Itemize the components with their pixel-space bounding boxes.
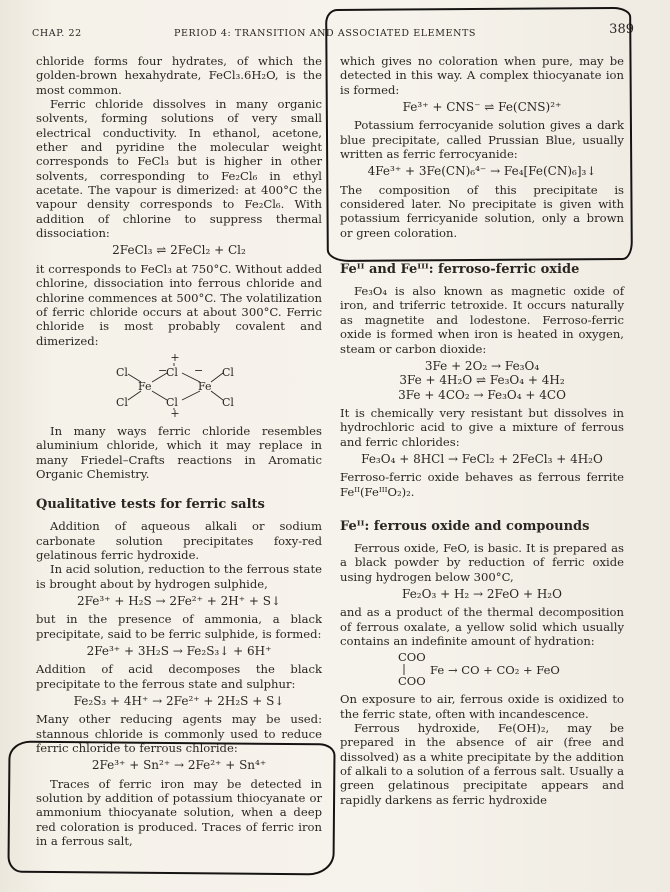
section-heading: Feᴵᴵ: ferrous oxide and compounds <box>340 518 590 534</box>
structure-plus-top: + <box>170 351 180 364</box>
section-heading: Feᴵᴵ and Feᴵᴵᴵ: ferroso-ferric oxide <box>340 262 580 278</box>
left-column <box>36 54 322 848</box>
paragraph: it corresponds to FeCl₃ at 750°C. Without added chlorine, dissociation into ferrous chloride and chlorine commences at 500°C. The volatilization of ferric chloride occurs at about 300°C. Ferric chloride is most probably covalent and dimerized: <box>36 261 322 348</box>
equation: Fe₃O₄ + 8HCl → FeCl₂ + 2FeCl₃ + 4H₂O <box>361 451 603 466</box>
paragraph: The composition of this precipitate is considered later. No precipitate is given with potassium ferricyanide solution, only a brown or green coloration. <box>340 182 624 240</box>
equation: 3Fe + 2O₂ → Fe₃O₄ <box>424 358 540 373</box>
structure-minus: − <box>158 363 168 377</box>
equation: Fe³⁺ + CNS⁻ ⇌ Fe(CNS)²⁺ <box>402 100 562 115</box>
section-heading: Qualitative tests for ferric salts <box>36 497 265 513</box>
paragraph: Addition of aqueous alkali or sodium carbonate solution precipitates foxy-red gelatinous ferric hydroxide. <box>36 519 322 562</box>
structure-fe-atom: Fe <box>138 379 152 393</box>
equation: Fe₂S₃ + 4H⁺ → 2Fe²⁺ + 2H₂S + S↓ <box>73 694 285 709</box>
paragraph: Many other reducing agents may be used: stannous chloride is commonly used to reduce ferric chloride to ferrous chloride: <box>36 712 322 756</box>
chapter-label: CHAP. 22 <box>32 28 82 39</box>
paragraph: but in the presence of ammonia, a black precipitate, said to be ferric sulphide, is formed: <box>36 612 322 641</box>
paragraph: and as a product of the thermal decomposition of ferrous oxalate, a yellow solid which usually contains an indefinite amount of hydration: <box>340 605 624 648</box>
equation: Fe₂O₃ + H₂ → 2FeO + H₂O <box>402 586 562 601</box>
ferrous-oxalate-equation <box>396 650 596 688</box>
equation: 3Fe + 4CO₂ → Fe₃O₄ + 4CO <box>398 387 566 402</box>
structure-cl-atom: Cl <box>222 395 234 409</box>
running-title: PERIOD 4: TRANSITION AND ASSOCIATED ELEMENTS <box>174 28 477 39</box>
oxalate-coo-bottom: COO <box>398 674 426 689</box>
equation: 2FeCl₃ ⇌ 2FeCl₂ + Cl₂ <box>112 243 246 258</box>
paragraph: Ferroso-ferric oxide behaves as ferrous ferrite Feᴵᴵ(FeᴵᴵᴵO₂)₂. <box>340 470 624 499</box>
paragraph: In many ways ferric chloride resembles aluminium chloride, which it may replace in many Friedel–Crafts reactions in Aromatic Organic Chemistry. <box>36 423 322 481</box>
equation: 2Fe³⁺ + H₂S → 2Fe²⁺ + 2H⁺ + S↓ <box>76 593 282 608</box>
page-number: 389 <box>609 22 634 37</box>
right-column <box>340 54 624 807</box>
paragraph: Ferrous oxide, FeO, is basic. It is prepared as a black powder by reduction of ferric oxide using hydrogen below 300°C, <box>340 540 624 584</box>
structure-cl-atom: Cl <box>116 365 128 379</box>
oxalate-coo-top: COO <box>398 650 426 665</box>
equation: 3Fe + 4H₂O ⇌ Fe₃O₄ + 4H₂ <box>399 373 565 388</box>
equation: 2Fe³⁺ + Sn²⁺ → 2Fe²⁺ + Sn⁴⁺ <box>91 758 267 773</box>
structure-cl-atom: Cl <box>166 395 178 409</box>
paragraph: Addition of acid decomposes the black precipitate to the ferrous state and sulphur: <box>36 662 322 691</box>
structure-cl-atom: Cl <box>166 365 178 379</box>
page-header <box>32 20 634 40</box>
structure-cl-atom: Cl <box>116 395 128 409</box>
structure-plus-bottom: + <box>170 406 180 418</box>
paragraph: Traces of ferric iron may be detected in solution by addition of potassium thiocyanate or ammonium thiocyanate solution, when a deep red coloration is produced. Traces of ferric iron in a ferrous salt, <box>36 776 322 849</box>
equation: 2Fe³⁺ + 3H₂S → Fe₂S₃↓ + 6H⁺ <box>86 644 272 658</box>
paragraph: which gives no coloration when pure, may be detected in this way. A complex thiocyanate ion is formed: <box>340 54 624 97</box>
structure-cl-atom: Cl <box>222 365 234 379</box>
oxalate-fe: Fe <box>430 663 445 678</box>
structure-minus: − <box>194 363 204 377</box>
paragraph: It is chemically very resistant but dissolves in hydrochloric acid to give a mixture of ferrous and ferric chlorides: <box>340 405 624 449</box>
oxalate-products: → CO + CO₂ + FeO <box>448 663 560 678</box>
fe2cl6-structure-diagram <box>114 352 244 418</box>
paragraph: Ferric chloride dissolves in many organic solvents, forming solutions of very small electrical conductivity. In ethanol, acetone, ether and pyridine the molecular weight corresponds to FeCl₃ but is higher in other solvents, corresponding to Fe₂Cl₆ in ethyl acetate. The vapour is dimerized: at 400°C the vapour density corresponds to Fe₂Cl₆. With addition of chlorine to suppress thermal dissociation: <box>36 97 322 241</box>
paragraph: In acid solution, reduction to the ferrous state is brought about by hydrogen sulphide, <box>36 562 322 591</box>
paragraph: chloride forms four hydrates, of which the golden-brown hexahydrate, FeCl₃.6H₂O, is the most common. <box>36 54 322 97</box>
paragraph: On exposure to air, ferrous oxide is oxidized to the ferric state, often with incandescence. <box>340 692 624 721</box>
paragraph: Ferrous hydroxide, Fe(OH)₂, may be prepared in the absence of air (free and dissolved) as a white precipitate by the addition of alkali to a solution of a ferrous salt. Usually a green gelatinous precipitate appears and rapidly darkens as ferric hydroxide <box>340 721 624 807</box>
paragraph: Potassium ferrocyanide solution gives a dark blue precipitate, called Prussian Blue, usually written as ferric ferrocyanide: <box>340 118 624 162</box>
paragraph: Fe₃O₄ is also known as magnetic oxide of iron, and triferric tetroxide. It occurs naturally as magnetite and lodestone. Ferroso-ferric oxide is formed when iron is heated in oxygen, steam or carbon dioxide: <box>340 284 624 356</box>
equation: 4Fe³⁺ + 3Fe(CN)₆⁴⁻ → Fe₄[Fe(CN)₆]₃↓ <box>367 164 597 179</box>
structure-fe-atom: Fe <box>198 379 212 393</box>
